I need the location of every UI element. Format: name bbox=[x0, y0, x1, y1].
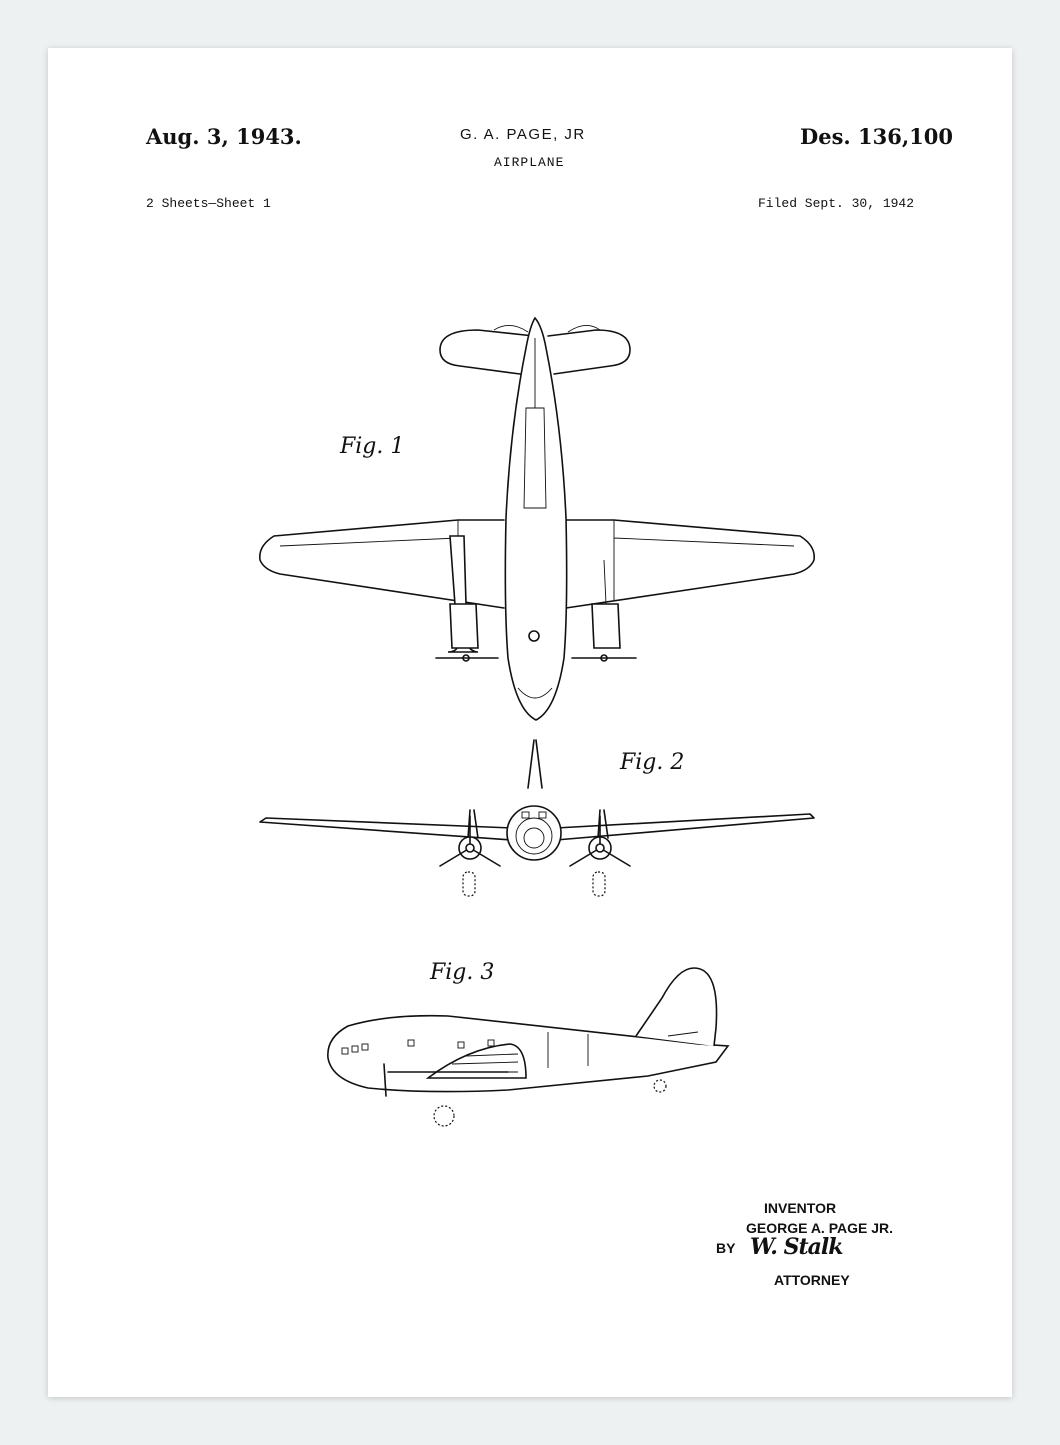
fig3-side-view bbox=[328, 968, 728, 1126]
attorney-label: ATTORNEY bbox=[774, 1272, 850, 1288]
fig2-fuselage bbox=[507, 806, 561, 860]
fig2-label: Fig. 2 bbox=[620, 750, 685, 775]
fig1-right-nacelle bbox=[592, 604, 620, 648]
fig1-label: Fig. 1 bbox=[340, 434, 405, 459]
fig1-fuselage bbox=[505, 318, 566, 720]
patent-title: AIRPLANE bbox=[494, 155, 565, 170]
fig2-vertical-tail bbox=[528, 740, 542, 788]
filed-date: Filed Sept. 30, 1942 bbox=[758, 196, 915, 211]
airplane-drawings bbox=[48, 48, 1012, 1397]
fig3-main-gear bbox=[434, 1106, 454, 1126]
patent-date: Aug. 3, 1943. bbox=[146, 124, 302, 149]
sheet-count: 2 Sheets—Sheet 1 bbox=[146, 196, 271, 211]
inventor-full-name: GEORGE A. PAGE JR. bbox=[746, 1220, 894, 1236]
patent-number: Des. 136,100 bbox=[800, 124, 953, 149]
fig2-right-wing bbox=[556, 814, 814, 840]
fig2-front-view bbox=[260, 740, 814, 896]
inventor-label: INVENTOR bbox=[764, 1200, 837, 1216]
fig3-label: Fig. 3 bbox=[430, 960, 495, 985]
fig1-right-wing bbox=[566, 520, 814, 608]
fig3-tail-gear bbox=[654, 1080, 666, 1092]
attorney-signature: W. Stalk bbox=[750, 1234, 843, 1260]
fig1-left-wing bbox=[260, 520, 504, 608]
inventor-name-header: G. A. PAGE, JR bbox=[460, 126, 586, 143]
fig2-right-engine bbox=[570, 810, 630, 896]
patent-sheet bbox=[48, 48, 1012, 1397]
fig2-left-wing bbox=[260, 818, 512, 840]
fig2-left-engine bbox=[440, 810, 500, 896]
fig3-vertical-tail bbox=[636, 968, 717, 1046]
by-label: BY bbox=[716, 1240, 736, 1256]
fig1-top-view bbox=[260, 318, 814, 720]
